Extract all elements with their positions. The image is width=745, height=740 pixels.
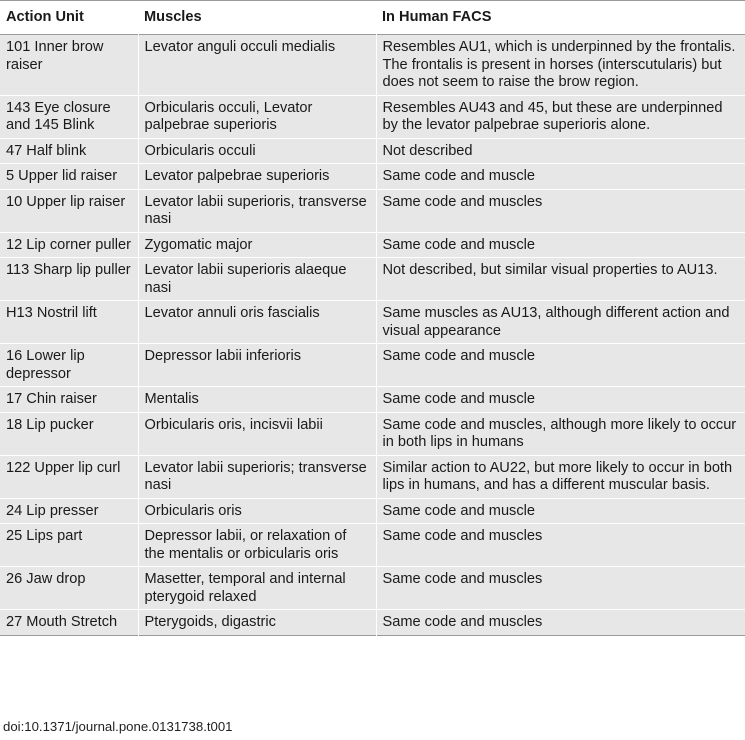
action-unit-cell: 122 Upper lip curl [6, 459, 121, 476]
table-row [0, 258, 745, 301]
human-facs-cell: Same code and muscle [376, 344, 745, 387]
table-row [0, 610, 745, 636]
muscles-cell: Mentalis [138, 387, 376, 413]
action-unit-cell: 25 Lips part [6, 528, 83, 544]
action-unit-cell: 24 Lip presser [6, 502, 99, 519]
table-row [0, 301, 745, 344]
table-row [0, 524, 745, 567]
human-facs-cell: Same code and muscles, although more likely to occur in both lips in humans [376, 412, 745, 455]
human-facs-cell: Resembles AU1, which is underpinned by the frontalis. The frontalis is present in horses (interscutularis) but does not seem to raise the brow region. [376, 35, 745, 96]
human-facs-cell: Same code and muscle [376, 232, 745, 258]
human-facs-cell: Same code and muscle [376, 387, 745, 413]
action-unit-cell: 17 Chin raiser [6, 391, 97, 407]
table-body [0, 35, 745, 636]
action-unit-cell: 47 Half blink [6, 142, 87, 159]
muscles-cell: Levator palpebrae superioris [138, 164, 376, 190]
human-facs-cell: Same code and muscle [376, 164, 745, 190]
human-facs-cell: Same code and muscles [376, 524, 745, 567]
table-header [0, 1, 745, 35]
header-action-unit: Action Unit [6, 8, 84, 25]
muscles-cell: Orbicularis oris, incisvii labii [138, 412, 376, 455]
header-muscles: Muscles [144, 8, 202, 25]
table-row [0, 35, 745, 96]
human-facs-cell: Resembles AU43 and 45, but these are underpinned by the levator palpebrae superioris alone. [376, 95, 745, 138]
muscles-cell: Levator labii superioris alaeque nasi [138, 258, 376, 301]
action-unit-cell: 10 Upper lip raiser [6, 193, 126, 210]
muscles-cell: Zygomatic major [138, 232, 376, 258]
action-unit-cell: H13 Nostril lift [6, 305, 97, 321]
human-facs-cell: Not described, but similar visual properties to AU13. [376, 258, 745, 301]
muscles-cell: Depressor labii inferioris [138, 344, 376, 387]
muscles-cell: Levator labii superioris; transverse nasi [138, 455, 376, 498]
muscles-cell: Depressor labii, or relaxation of the mentalis or orbicularis oris [138, 524, 376, 567]
table-row [0, 232, 745, 258]
table-row [0, 498, 745, 524]
action-unit-cell: 18 Lip pucker [6, 416, 94, 433]
table-row [0, 455, 745, 498]
header-row [0, 1, 745, 35]
human-facs-cell: Same code and muscles [376, 610, 745, 636]
muscles-cell: Levator anguli occuli medialis [138, 35, 376, 96]
action-unit-cell: 113 Sharp lip puller [6, 262, 131, 278]
human-facs-cell: Not described [376, 138, 745, 164]
table-row [0, 95, 745, 138]
human-facs-cell: Same code and muscles [376, 189, 745, 232]
action-unit-cell: 26 Jaw drop [6, 571, 86, 587]
action-unit-cell: 16 Lower lip depressor [6, 348, 85, 382]
muscles-cell: Orbicularis oris [138, 498, 376, 524]
doi-footnote: doi:10.1371/journal.pone.0131738.t001 [3, 719, 233, 734]
table-row [0, 164, 745, 190]
human-facs-cell: Similar action to AU22, but more likely to occur in both lips in humans, and has a different muscular basis. [376, 455, 745, 498]
human-facs-cell: Same code and muscle [376, 498, 745, 524]
human-facs-cell: Same muscles as AU13, although different action and visual appearance [376, 301, 745, 344]
muscles-cell: Orbicularis occuli, Levator palpebrae superioris [138, 95, 376, 138]
table-row [0, 567, 745, 610]
table-row [0, 138, 745, 164]
human-facs-cell: Same code and muscles [376, 567, 745, 610]
table-row [0, 189, 745, 232]
table-row [0, 344, 745, 387]
muscles-cell: Pterygoids, digastric [138, 610, 376, 636]
action-unit-cell: 143 Eye closure and 145 Blink [6, 99, 111, 133]
muscles-cell: Masetter, temporal and internal pterygoid relaxed [138, 567, 376, 610]
table-row [0, 412, 745, 455]
action-unit-cell: 101 Inner brow raiser [6, 39, 104, 73]
action-unit-cell: 12 Lip corner puller [6, 236, 131, 253]
muscles-cell: Orbicularis occuli [138, 138, 376, 164]
action-unit-cell: 27 Mouth Stretch [6, 614, 118, 630]
muscles-cell: Levator labii superioris, transverse nasi [138, 189, 376, 232]
table-row [0, 387, 745, 413]
muscles-cell: Levator annuli oris fascialis [138, 301, 376, 344]
header-in-human-facs: In Human FACS [382, 8, 492, 25]
action-unit-cell: 5 Upper lid raiser [6, 168, 118, 184]
